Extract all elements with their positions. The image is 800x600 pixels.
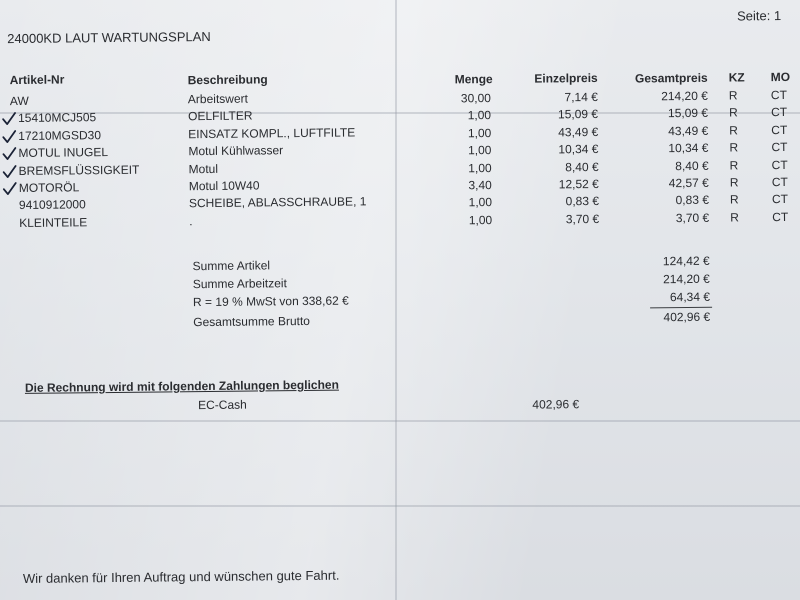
thanks-message: Wir danken für Ihren Auftrag und wünschen gute Fahrt. (22, 567, 340, 586)
payment-method: EC-Cash (198, 397, 247, 413)
page-label: Seite: 1 (736, 7, 782, 24)
summary-label: R = 19 % MwSt von 338,62 € (192, 293, 349, 310)
payment-amount: 402,96 € (532, 397, 580, 412)
artikel-nr-cell: AW (9, 93, 29, 109)
summary-total-value: 402,96 € (663, 309, 711, 325)
mo-cell: CT (771, 122, 788, 137)
header-einzelpreis: Einzelpreis (534, 70, 598, 86)
kz-cell: R (728, 88, 738, 103)
mo-cell: CT (770, 87, 787, 103)
summary-label: Summe Artikel (192, 258, 271, 274)
einzelpreis-cell: 3,70 € (565, 211, 600, 227)
gesamtpreis-cell: 214,20 € (661, 88, 708, 104)
menge-cell: 1,00 (468, 143, 492, 158)
mo-cell: CT (770, 105, 788, 120)
einzelpreis-cell: 0,83 € (565, 194, 600, 209)
handwritten-checkmark-icon (2, 130, 16, 144)
summary-value: 64,34 € (669, 289, 711, 305)
menge-cell: 30,00 (460, 91, 491, 106)
summary-label: Summe Arbeitzeit (192, 276, 287, 292)
einzelpreis-cell: 7,14 € (564, 89, 598, 105)
handwritten-checkmark-icon (2, 112, 16, 126)
artikel-nr-cell: BREMSFLÜSSIGKEIT (18, 162, 140, 178)
artikel-nr-cell: MOTUL INUGEL (18, 145, 109, 161)
artikel-nr-cell: KLEINTEILE (19, 215, 88, 230)
header-beschreibung: Beschreibung (187, 72, 268, 88)
gesamtpreis-cell: 0,83 € (675, 193, 710, 208)
header-artikel: Artikel-Nr (9, 72, 65, 88)
summary-value: 214,20 € (663, 271, 710, 287)
menge-cell: 1,00 (467, 108, 492, 123)
kz-cell: R (729, 158, 739, 173)
artikel-nr-cell: 17210MGSD30 (18, 127, 102, 143)
artikel-nr-cell: MOTORÖL (18, 180, 80, 195)
handwritten-checkmark-icon (2, 147, 16, 161)
header-gesamtpreis: Gesamtpreis (634, 70, 708, 86)
beschreibung-cell: . (189, 213, 193, 229)
beschreibung-cell: Motul Kühlwasser (188, 143, 284, 159)
beschreibung-cell: Arbeitswert (187, 91, 248, 107)
beschreibung-cell: EINSATZ KOMPL., LUFTFILTE (188, 125, 356, 142)
artikel-nr-cell: 15410MCJ505 (18, 110, 97, 126)
kz-cell: R (729, 192, 739, 207)
einzelpreis-cell: 15,09 € (557, 107, 599, 122)
menge-cell: 3,40 (468, 178, 492, 193)
document-title: 24000KD LAUT WARTUNGSPLAN (7, 28, 211, 47)
einzelpreis-cell: 8,40 € (565, 159, 599, 174)
artikel-nr-cell: 9410912000 (18, 197, 86, 213)
menge-cell: 1,00 (468, 212, 493, 228)
mo-cell: CT (771, 140, 788, 155)
menge-cell: 1,00 (468, 195, 493, 210)
beschreibung-cell: Motul 10W40 (188, 178, 260, 194)
einzelpreis-cell: 12,52 € (558, 176, 599, 192)
gesamtpreis-cell: 3,70 € (675, 210, 710, 225)
mo-cell: CT (771, 192, 789, 207)
summary-value: 124,42 € (662, 253, 710, 269)
kz-cell: R (730, 210, 739, 225)
header-kz: KZ (728, 70, 745, 85)
summary-label: Gesamtsumme Brutto (193, 313, 310, 330)
kz-cell: R (729, 175, 739, 190)
handwritten-checkmark-icon (3, 182, 17, 196)
handwritten-checkmark-icon (3, 165, 17, 179)
menge-cell: 1,00 (468, 160, 492, 175)
beschreibung-cell: Motul (188, 161, 219, 176)
beschreibung-cell: OELFILTER (187, 108, 253, 124)
gesamtpreis-cell: 43,49 € (668, 123, 709, 138)
gesamtpreis-cell: 42,57 € (668, 175, 709, 191)
mo-cell: CT (772, 209, 789, 224)
payment-heading: Die Rechnung wird mit folgenden Zahlungen beglichen (24, 377, 339, 395)
gesamtpreis-cell: 10,34 € (668, 140, 709, 156)
summary-divider (650, 307, 712, 309)
einzelpreis-cell: 10,34 € (558, 142, 599, 157)
gesamtpreis-cell: 8,40 € (675, 158, 709, 173)
beschreibung-cell: SCHEIBE, ABLASSCHRAUBE, 1 (188, 194, 367, 211)
header-menge: Menge (454, 72, 493, 87)
kz-cell: R (729, 123, 738, 138)
mo-cell: CT (771, 174, 788, 190)
kz-cell: R (728, 105, 738, 120)
menge-cell: 1,00 (467, 125, 492, 141)
header-mo: MO (770, 69, 791, 85)
einzelpreis-cell: 43,49 € (558, 124, 599, 140)
gesamtpreis-cell: 15,09 € (667, 106, 709, 121)
mo-cell: CT (771, 157, 788, 172)
kz-cell: R (729, 140, 739, 155)
